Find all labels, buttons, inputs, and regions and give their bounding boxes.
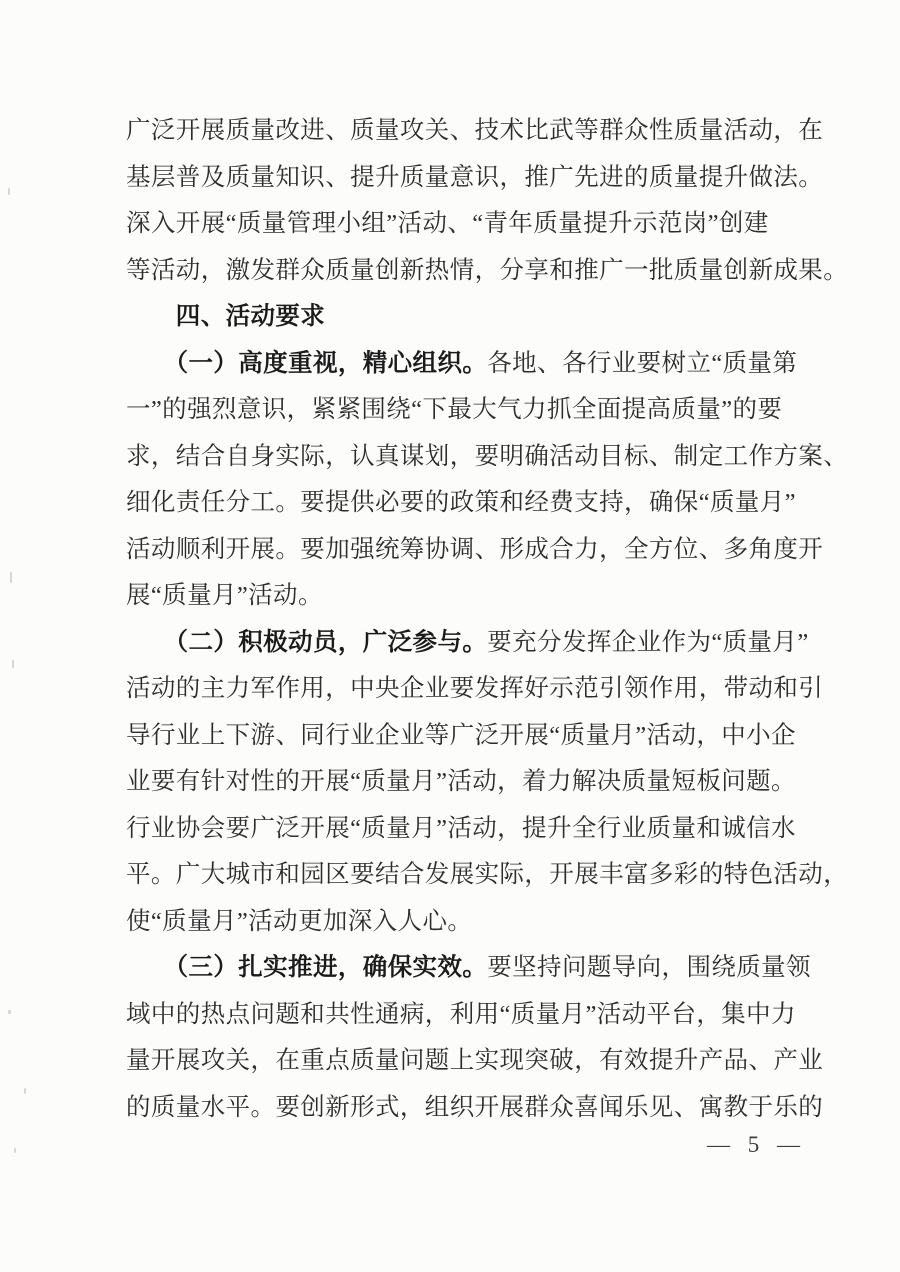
text-line (126, 806, 826, 853)
text-line-regular: 活动顺利开展。要加强统筹协调、形成合力，全方位、多角度开 (126, 535, 824, 563)
text-line (126, 713, 826, 760)
text-line (126, 759, 826, 806)
text-line-regular: 展“质量月”活动。 (126, 582, 323, 609)
text-line (126, 155, 826, 202)
text-line (126, 201, 826, 248)
text-line (126, 434, 849, 481)
text-line-bold: 四、活动要求 (126, 303, 326, 330)
scan-artifact (8, 188, 10, 195)
text-line-regular: 一”的强烈意识，紧紧围绕“下最大气力抓全面提高质量”的要 (126, 396, 783, 423)
text-line-regular: 细化责任分工。要提供必要的政策和经费支持，确保“质量月” (126, 489, 796, 516)
text-line-regular: 等活动，激发群众质量创新热情，分享和推广一批质量创新成果。 (126, 256, 849, 284)
text-line (126, 387, 826, 434)
text-line (126, 108, 826, 155)
text-line (126, 341, 826, 388)
text-line (126, 666, 826, 713)
text-line-regular: 域中的热点问题和共性通病，利用“质量月”活动平台，集中力 (126, 1000, 796, 1028)
scan-artifact (14, 1148, 16, 1153)
text-line (126, 945, 826, 992)
text-line-regular: 使“质量月”活动更加深入人心。 (126, 907, 473, 935)
text-line-regular: 基层普及质量知识、提升质量意识，推广先进的质量提升做法。 (126, 163, 824, 191)
text-line-regular: 导行业上下游、同行业企业等广泛开展“质量月”活动，中小企 (126, 721, 796, 749)
scan-artifact (12, 660, 14, 668)
text-line-regular: 要充分发挥企业作为“质量月” (487, 628, 809, 656)
text-line-regular: 深入开展“质量管理小组”活动、“青年质量提升示范岗”创建 (126, 210, 769, 237)
text-line-bold: （一）高度重视，精心组织。 (126, 349, 488, 377)
text-line (126, 1038, 826, 1085)
text-line-regular: 的质量水平。要创新形式，组织开展群众喜闻乐见、寓教于乐的 (126, 1093, 824, 1121)
text-line-regular: 广泛开展质量改进、质量攻关、技术比武等群众性质量活动，在 (126, 117, 824, 144)
text-line (126, 573, 826, 620)
text-line-bold: （二）积极动员，广泛参与。 (126, 628, 488, 656)
scan-artifact (24, 1088, 26, 1094)
text-line (126, 899, 826, 946)
page-number: — 5 — (707, 1132, 806, 1157)
text-line (126, 527, 826, 574)
text-line-regular: 业要有针对性的开展“质量月”活动，着力解决质量短板问题。 (126, 768, 796, 795)
scan-artifact (8, 1010, 11, 1014)
text-line-bold: （三）扎实推进，确保实效。 (126, 954, 488, 981)
text-line (126, 480, 826, 527)
text-line (126, 1085, 826, 1132)
scan-artifact (10, 572, 12, 583)
body-text (126, 108, 849, 1131)
text-line (126, 992, 826, 1039)
text-line-regular: 行业协会要广泛开展“质量月”活动，提升全行业质量和诚信水 (126, 814, 796, 842)
text-line-regular: 要坚持问题导向，围绕质量领 (487, 954, 811, 981)
text-line-regular: 量开展攻关，在重点质量问题上实现突破，有效提升产品、产业 (126, 1047, 824, 1074)
text-line (126, 248, 849, 295)
text-line-regular: 活动的主力军作用，中央企业要发挥好示范引领作用，带动和引 (126, 675, 824, 702)
text-line (126, 620, 826, 667)
section-heading (126, 294, 826, 341)
text-line-regular: 平。广大城市和园区要结合发展实际，开展丰富多彩的特色活动， (126, 861, 849, 888)
text-line (126, 852, 849, 899)
text-line-regular: 各地、各行业要树立“质量第 (487, 349, 798, 377)
text-line-regular: 求，结合自身实际，认真谋划，要明确活动目标、制定工作方案、 (126, 442, 849, 470)
